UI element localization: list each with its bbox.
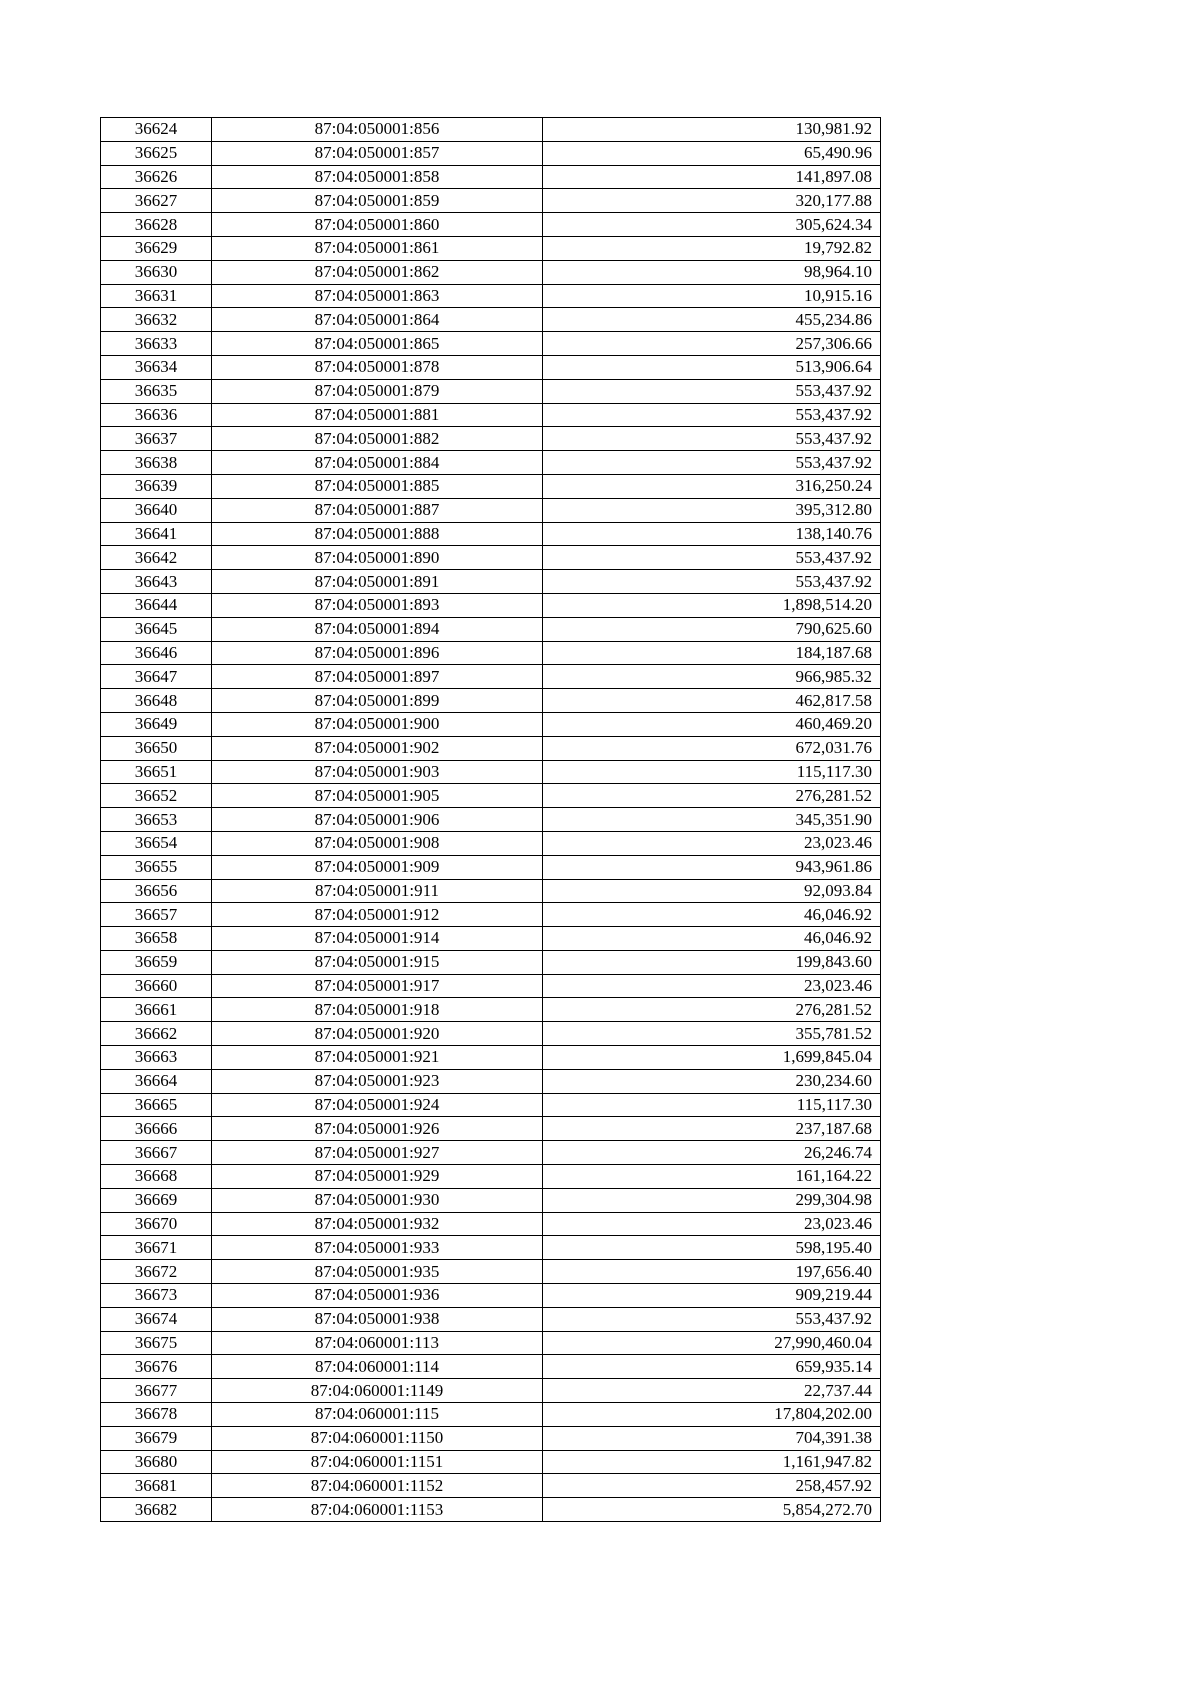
row-number-cell: 36629	[101, 236, 212, 260]
table-row	[101, 284, 881, 308]
cadastral-number-cell: 87:04:060001:1152	[212, 1474, 543, 1498]
cadastral-number-cell: 87:04:050001:909	[212, 855, 543, 879]
row-number-cell: 36645	[101, 617, 212, 641]
value-cell: 276,281.52	[543, 784, 881, 808]
table-row	[101, 927, 881, 951]
value-cell: 909,219.44	[543, 1284, 881, 1308]
table-row	[101, 1426, 881, 1450]
table-row	[101, 1355, 881, 1379]
table-row	[101, 1236, 881, 1260]
cadastral-number-cell: 87:04:050001:881	[212, 403, 543, 427]
table-row	[101, 760, 881, 784]
cadastral-number-cell: 87:04:050001:903	[212, 760, 543, 784]
row-number-cell: 36635	[101, 379, 212, 403]
cadastral-number-cell: 87:04:050001:918	[212, 998, 543, 1022]
cadastral-number-cell: 87:04:050001:908	[212, 831, 543, 855]
cadastral-number-cell: 87:04:060001:113	[212, 1331, 543, 1355]
table-row	[101, 165, 881, 189]
row-number-cell: 36662	[101, 1022, 212, 1046]
table-row	[101, 260, 881, 284]
value-cell: 199,843.60	[543, 950, 881, 974]
row-number-cell: 36631	[101, 284, 212, 308]
row-number-cell: 36627	[101, 189, 212, 213]
cadastral-number-cell: 87:04:050001:927	[212, 1141, 543, 1165]
table-row	[101, 784, 881, 808]
value-cell: 1,699,845.04	[543, 1046, 881, 1070]
cadastral-number-cell: 87:04:050001:932	[212, 1212, 543, 1236]
value-cell: 184,187.68	[543, 641, 881, 665]
cadastral-number-cell: 87:04:050001:900	[212, 712, 543, 736]
row-number-cell: 36667	[101, 1141, 212, 1165]
value-cell: 598,195.40	[543, 1236, 881, 1260]
cadastral-number-cell: 87:04:050001:920	[212, 1022, 543, 1046]
value-cell: 316,250.24	[543, 474, 881, 498]
table-row	[101, 355, 881, 379]
value-cell: 141,897.08	[543, 165, 881, 189]
table-row	[101, 1260, 881, 1284]
value-cell: 553,437.92	[543, 546, 881, 570]
value-cell: 46,046.92	[543, 927, 881, 951]
row-number-cell: 36665	[101, 1093, 212, 1117]
table-row	[101, 1403, 881, 1427]
row-number-cell: 36678	[101, 1403, 212, 1427]
value-cell: 98,964.10	[543, 260, 881, 284]
table-row	[101, 1307, 881, 1331]
value-cell: 553,437.92	[543, 451, 881, 475]
cadastral-number-cell: 87:04:060001:115	[212, 1403, 543, 1427]
cadastral-number-cell: 87:04:050001:888	[212, 522, 543, 546]
table-row	[101, 950, 881, 974]
row-number-cell: 36682	[101, 1498, 212, 1522]
cadastral-number-cell: 87:04:050001:879	[212, 379, 543, 403]
cadastral-number-cell: 87:04:050001:896	[212, 641, 543, 665]
value-cell: 237,187.68	[543, 1117, 881, 1141]
row-number-cell: 36664	[101, 1069, 212, 1093]
table-row	[101, 308, 881, 332]
value-cell: 460,469.20	[543, 712, 881, 736]
table-row	[101, 617, 881, 641]
value-cell: 1,161,947.82	[543, 1450, 881, 1474]
table-row	[101, 641, 881, 665]
cadastral-number-cell: 87:04:050001:897	[212, 665, 543, 689]
cadastral-number-cell: 87:04:050001:862	[212, 260, 543, 284]
row-number-cell: 36640	[101, 498, 212, 522]
cadastral-number-cell: 87:04:050001:894	[212, 617, 543, 641]
value-cell: 1,898,514.20	[543, 593, 881, 617]
value-cell: 27,990,460.04	[543, 1331, 881, 1355]
cadastral-number-cell: 87:04:050001:912	[212, 903, 543, 927]
cadastral-number-cell: 87:04:050001:917	[212, 974, 543, 998]
row-number-cell: 36679	[101, 1426, 212, 1450]
row-number-cell: 36666	[101, 1117, 212, 1141]
table-row	[101, 332, 881, 356]
value-cell: 345,351.90	[543, 808, 881, 832]
table-row	[101, 118, 881, 142]
value-cell: 513,906.64	[543, 355, 881, 379]
row-number-cell: 36647	[101, 665, 212, 689]
value-cell: 553,437.92	[543, 427, 881, 451]
table-row	[101, 808, 881, 832]
value-cell: 161,164.22	[543, 1165, 881, 1189]
value-cell: 92,093.84	[543, 879, 881, 903]
table-row	[101, 451, 881, 475]
row-number-cell: 36655	[101, 855, 212, 879]
table-row	[101, 546, 881, 570]
cadastral-number-cell: 87:04:050001:926	[212, 1117, 543, 1141]
value-cell: 553,437.92	[543, 403, 881, 427]
cadastral-number-cell: 87:04:050001:936	[212, 1284, 543, 1308]
row-number-cell: 36677	[101, 1379, 212, 1403]
table-row	[101, 689, 881, 713]
row-number-cell: 36668	[101, 1165, 212, 1189]
cadastral-number-cell: 87:04:060001:1150	[212, 1426, 543, 1450]
table-row	[101, 831, 881, 855]
row-number-cell: 36630	[101, 260, 212, 284]
value-cell: 704,391.38	[543, 1426, 881, 1450]
row-number-cell: 36676	[101, 1355, 212, 1379]
cadastral-number-cell: 87:04:050001:885	[212, 474, 543, 498]
table-row	[101, 1093, 881, 1117]
table-row	[101, 379, 881, 403]
row-number-cell: 36669	[101, 1188, 212, 1212]
value-cell: 320,177.88	[543, 189, 881, 213]
registry-table	[100, 117, 881, 1522]
value-cell: 10,915.16	[543, 284, 881, 308]
row-number-cell: 36628	[101, 213, 212, 237]
value-cell: 462,817.58	[543, 689, 881, 713]
row-number-cell: 36641	[101, 522, 212, 546]
row-number-cell: 36636	[101, 403, 212, 427]
table-row	[101, 403, 881, 427]
value-cell: 943,961.86	[543, 855, 881, 879]
cadastral-number-cell: 87:04:050001:902	[212, 736, 543, 760]
value-cell: 305,624.34	[543, 213, 881, 237]
table-row	[101, 141, 881, 165]
cadastral-number-cell: 87:04:060001:114	[212, 1355, 543, 1379]
table-row	[101, 1046, 881, 1070]
cadastral-number-cell: 87:04:050001:857	[212, 141, 543, 165]
row-number-cell: 36674	[101, 1307, 212, 1331]
table-row	[101, 736, 881, 760]
row-number-cell: 36649	[101, 712, 212, 736]
row-number-cell: 36681	[101, 1474, 212, 1498]
cadastral-number-cell: 87:04:050001:924	[212, 1093, 543, 1117]
cadastral-number-cell: 87:04:050001:891	[212, 570, 543, 594]
table-row	[101, 879, 881, 903]
row-number-cell: 36638	[101, 451, 212, 475]
row-number-cell: 36633	[101, 332, 212, 356]
cadastral-number-cell: 87:04:050001:930	[212, 1188, 543, 1212]
value-cell: 26,246.74	[543, 1141, 881, 1165]
row-number-cell: 36660	[101, 974, 212, 998]
cadastral-number-cell: 87:04:050001:882	[212, 427, 543, 451]
cadastral-number-cell: 87:04:050001:929	[212, 1165, 543, 1189]
table-row	[101, 498, 881, 522]
row-number-cell: 36648	[101, 689, 212, 713]
cadastral-number-cell: 87:04:050001:860	[212, 213, 543, 237]
value-cell: 17,804,202.00	[543, 1403, 881, 1427]
value-cell: 395,312.80	[543, 498, 881, 522]
value-cell: 197,656.40	[543, 1260, 881, 1284]
row-number-cell: 36656	[101, 879, 212, 903]
row-number-cell: 36652	[101, 784, 212, 808]
table-row	[101, 213, 881, 237]
cadastral-number-cell: 87:04:050001:890	[212, 546, 543, 570]
row-number-cell: 36639	[101, 474, 212, 498]
table-row	[101, 998, 881, 1022]
value-cell: 790,625.60	[543, 617, 881, 641]
row-number-cell: 36644	[101, 593, 212, 617]
table-row	[101, 593, 881, 617]
table-row	[101, 903, 881, 927]
row-number-cell: 36673	[101, 1284, 212, 1308]
row-number-cell: 36653	[101, 808, 212, 832]
cadastral-number-cell: 87:04:050001:914	[212, 927, 543, 951]
table-row	[101, 1188, 881, 1212]
table-row	[101, 1331, 881, 1355]
value-cell: 230,234.60	[543, 1069, 881, 1093]
table-row	[101, 236, 881, 260]
table-row	[101, 427, 881, 451]
table-row	[101, 474, 881, 498]
table-row	[101, 1474, 881, 1498]
cadastral-number-cell: 87:04:050001:899	[212, 689, 543, 713]
value-cell: 115,117.30	[543, 760, 881, 784]
cadastral-number-cell: 87:04:050001:858	[212, 165, 543, 189]
cadastral-number-cell: 87:04:050001:905	[212, 784, 543, 808]
row-number-cell: 36650	[101, 736, 212, 760]
row-number-cell: 36625	[101, 141, 212, 165]
table-row	[101, 1498, 881, 1522]
value-cell: 65,490.96	[543, 141, 881, 165]
table-row	[101, 189, 881, 213]
value-cell: 23,023.46	[543, 974, 881, 998]
cadastral-number-cell: 87:04:050001:859	[212, 189, 543, 213]
value-cell: 258,457.92	[543, 1474, 881, 1498]
table-row	[101, 570, 881, 594]
cadastral-number-cell: 87:04:050001:923	[212, 1069, 543, 1093]
row-number-cell: 36672	[101, 1260, 212, 1284]
value-cell: 138,140.76	[543, 522, 881, 546]
cadastral-number-cell: 87:04:050001:911	[212, 879, 543, 903]
value-cell: 257,306.66	[543, 332, 881, 356]
table-row	[101, 1212, 881, 1236]
cadastral-number-cell: 87:04:050001:933	[212, 1236, 543, 1260]
value-cell: 299,304.98	[543, 1188, 881, 1212]
row-number-cell: 36654	[101, 831, 212, 855]
row-number-cell: 36657	[101, 903, 212, 927]
value-cell: 355,781.52	[543, 1022, 881, 1046]
row-number-cell: 36637	[101, 427, 212, 451]
cadastral-number-cell: 87:04:050001:935	[212, 1260, 543, 1284]
cadastral-number-cell: 87:04:050001:887	[212, 498, 543, 522]
registry-table-body	[101, 118, 881, 1522]
value-cell: 5,854,272.70	[543, 1498, 881, 1522]
value-cell: 966,985.32	[543, 665, 881, 689]
table-row	[101, 1069, 881, 1093]
cadastral-number-cell: 87:04:050001:938	[212, 1307, 543, 1331]
row-number-cell: 36626	[101, 165, 212, 189]
cadastral-number-cell: 87:04:050001:863	[212, 284, 543, 308]
cadastral-number-cell: 87:04:050001:884	[212, 451, 543, 475]
row-number-cell: 36675	[101, 1331, 212, 1355]
cadastral-number-cell: 87:04:050001:915	[212, 950, 543, 974]
row-number-cell: 36658	[101, 927, 212, 951]
value-cell: 23,023.46	[543, 831, 881, 855]
cadastral-number-cell: 87:04:050001:878	[212, 355, 543, 379]
table-row	[101, 1450, 881, 1474]
value-cell: 19,792.82	[543, 236, 881, 260]
cadastral-number-cell: 87:04:050001:906	[212, 808, 543, 832]
row-number-cell: 36651	[101, 760, 212, 784]
value-cell: 23,023.46	[543, 1212, 881, 1236]
value-cell: 130,981.92	[543, 118, 881, 142]
cadastral-number-cell: 87:04:050001:864	[212, 308, 543, 332]
cadastral-number-cell: 87:04:060001:1151	[212, 1450, 543, 1474]
cadastral-number-cell: 87:04:060001:1153	[212, 1498, 543, 1522]
table-row	[101, 1379, 881, 1403]
row-number-cell: 36661	[101, 998, 212, 1022]
table-row	[101, 974, 881, 998]
row-number-cell: 36643	[101, 570, 212, 594]
value-cell: 276,281.52	[543, 998, 881, 1022]
value-cell: 46,046.92	[543, 903, 881, 927]
value-cell: 22,737.44	[543, 1379, 881, 1403]
value-cell: 115,117.30	[543, 1093, 881, 1117]
cadastral-number-cell: 87:04:050001:861	[212, 236, 543, 260]
value-cell: 553,437.92	[543, 570, 881, 594]
value-cell: 455,234.86	[543, 308, 881, 332]
cadastral-number-cell: 87:04:060001:1149	[212, 1379, 543, 1403]
value-cell: 553,437.92	[543, 379, 881, 403]
table-row	[101, 855, 881, 879]
row-number-cell: 36634	[101, 355, 212, 379]
row-number-cell: 36646	[101, 641, 212, 665]
row-number-cell: 36663	[101, 1046, 212, 1070]
row-number-cell: 36671	[101, 1236, 212, 1260]
table-row	[101, 1117, 881, 1141]
table-row	[101, 1141, 881, 1165]
cadastral-number-cell: 87:04:050001:856	[212, 118, 543, 142]
row-number-cell: 36642	[101, 546, 212, 570]
table-row	[101, 1022, 881, 1046]
row-number-cell: 36659	[101, 950, 212, 974]
row-number-cell: 36680	[101, 1450, 212, 1474]
table-row	[101, 522, 881, 546]
row-number-cell: 36670	[101, 1212, 212, 1236]
table-row	[101, 1165, 881, 1189]
value-cell: 553,437.92	[543, 1307, 881, 1331]
row-number-cell: 36624	[101, 118, 212, 142]
cadastral-number-cell: 87:04:050001:893	[212, 593, 543, 617]
table-row	[101, 665, 881, 689]
table-row	[101, 712, 881, 736]
row-number-cell: 36632	[101, 308, 212, 332]
cadastral-number-cell: 87:04:050001:865	[212, 332, 543, 356]
cadastral-number-cell: 87:04:050001:921	[212, 1046, 543, 1070]
value-cell: 659,935.14	[543, 1355, 881, 1379]
value-cell: 672,031.76	[543, 736, 881, 760]
table-row	[101, 1284, 881, 1308]
